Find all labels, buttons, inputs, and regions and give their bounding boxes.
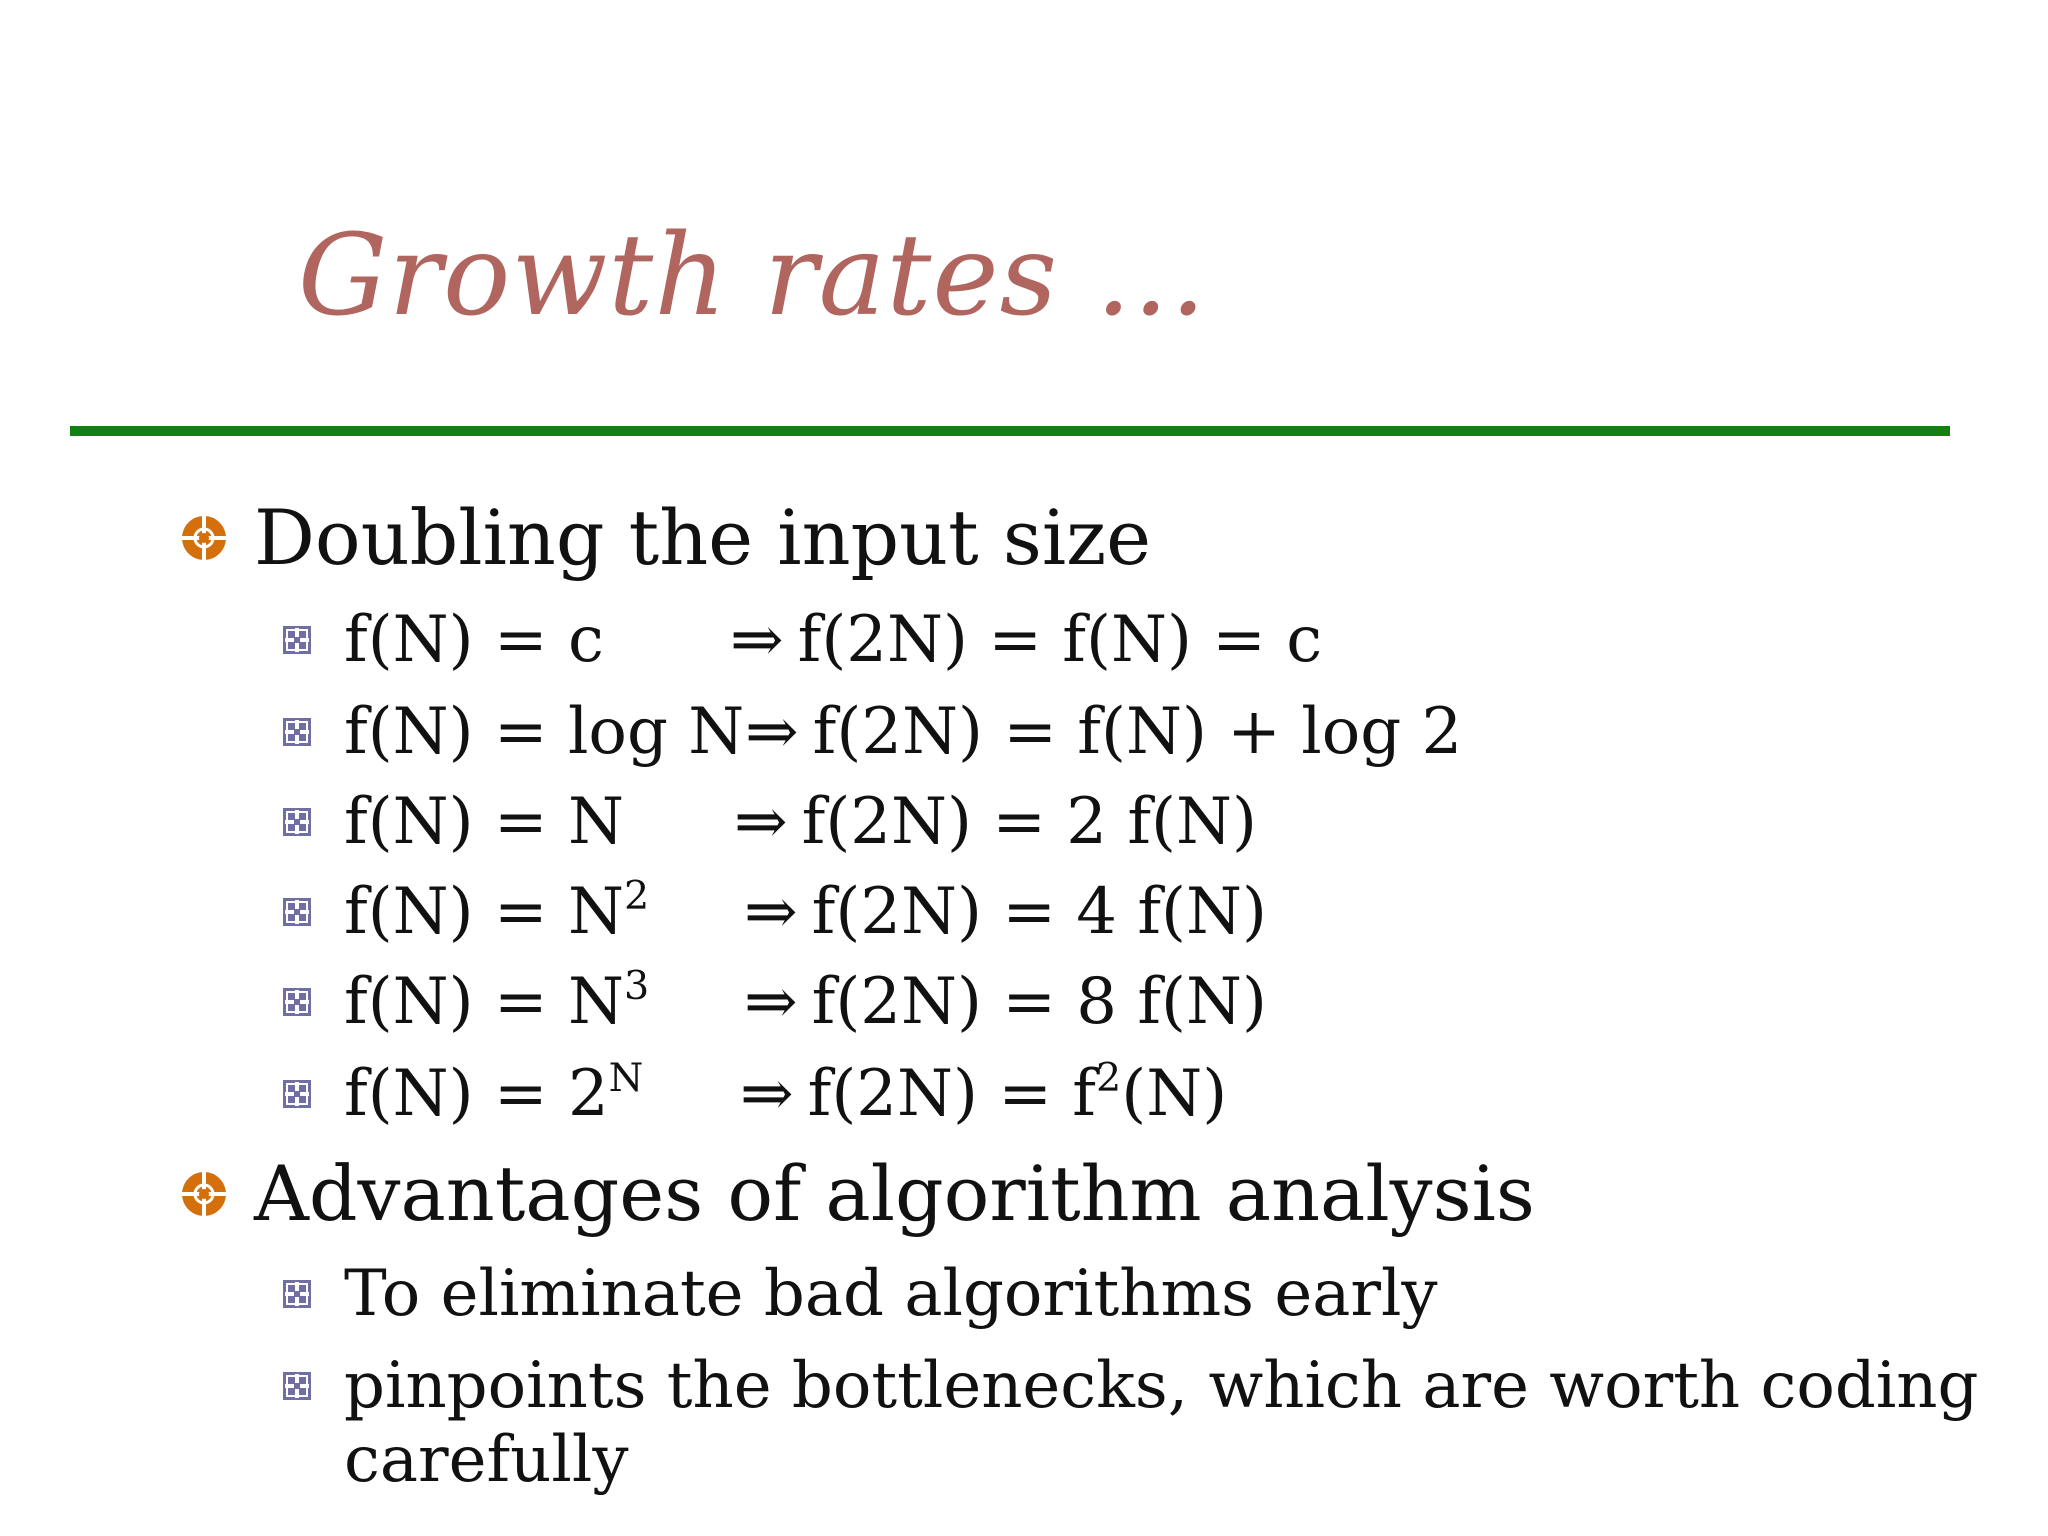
blue-square-bullet-icon [282, 987, 312, 1017]
growth-lhs: f(N) = c [344, 603, 604, 677]
title-divider [70, 426, 1950, 436]
orange-crosshair-bullet-icon [180, 1170, 228, 1218]
blue-square-bullet-icon [282, 625, 312, 655]
growth-rhs: ⇒ f(2N) = 4 f(N) [744, 875, 1267, 949]
growth-item-exponential [282, 1055, 1228, 1131]
blue-square-bullet-icon [282, 1371, 312, 1401]
growth-item-quadratic [282, 873, 1267, 949]
implies-arrow: ⇒ [730, 603, 784, 677]
implies-arrow: ⇒ [740, 1057, 794, 1131]
implies-arrow: ⇒ [745, 695, 799, 769]
implies-arrow: ⇒ [744, 965, 798, 1039]
section-heading: Advantages of algorithm analysis [254, 1149, 1535, 1238]
growth-item-linear [282, 785, 1257, 859]
blue-square-bullet-icon [282, 897, 312, 927]
growth-lhs: $f(N) = N^2$ [344, 873, 650, 949]
growth-rhs: ⇒ f(2N) = f(N) + log 2 [745, 695, 1463, 769]
orange-crosshair-bullet-icon [180, 514, 228, 562]
bullet-doubling-input-size [180, 493, 1152, 582]
growth-rhs: ⇒ $f(2N) = f^2(N)$ [740, 1055, 1228, 1131]
growth-item-log [282, 695, 1463, 769]
advantage-text-continuation: carefully [344, 1423, 629, 1497]
advantage-text: pinpoints the bottlenecks, which are worth coding [344, 1349, 1979, 1423]
blue-square-bullet-icon [282, 1079, 312, 1109]
bullet-advantages [180, 1149, 1535, 1238]
section-heading: Doubling the input size [254, 493, 1152, 582]
implies-arrow: ⇒ [734, 785, 788, 859]
slide-title: Growth rates … [298, 211, 1208, 341]
blue-square-bullet-icon [282, 717, 312, 747]
blue-square-bullet-icon [282, 807, 312, 837]
growth-rhs: ⇒ f(2N) = 2 f(N) [734, 785, 1257, 859]
advantage-item [282, 1257, 1438, 1331]
growth-lhs: f(N) = N [344, 785, 624, 859]
growth-item-cubic [282, 963, 1267, 1039]
implies-arrow: ⇒ [744, 875, 798, 949]
growth-rhs: ⇒ f(2N) = 8 f(N) [744, 965, 1267, 1039]
growth-lhs: $f(N) = N^3$ [344, 963, 650, 1039]
growth-rhs: ⇒ f(2N) = f(N) = c [730, 603, 1323, 677]
growth-item-constant [282, 603, 1323, 677]
blue-square-bullet-icon [282, 1279, 312, 1309]
growth-lhs: f(N) = log N [344, 695, 745, 769]
advantage-item [282, 1349, 1979, 1423]
growth-lhs: $f(N) = 2^N$ [344, 1055, 644, 1131]
advantage-text: To eliminate bad algorithms early [344, 1257, 1438, 1331]
